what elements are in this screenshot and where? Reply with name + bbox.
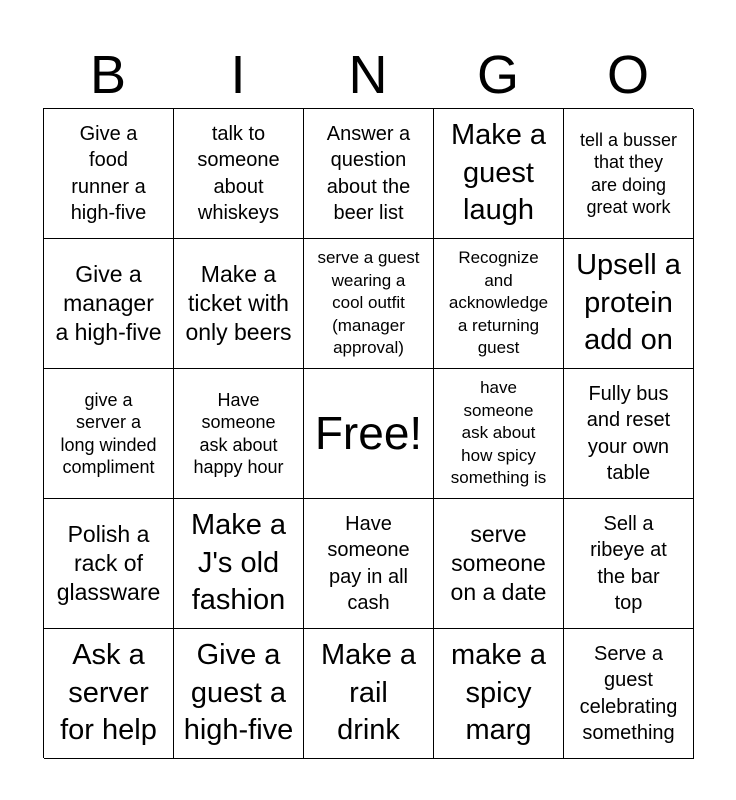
cell-text: Give a manager a high-five [55, 261, 162, 345]
bingo-cell-r3c4[interactable] [434, 369, 564, 499]
bingo-cell-r3c5[interactable] [564, 369, 694, 499]
bingo-cell-r2c4[interactable] [434, 239, 564, 369]
bingo-cell-r2c3[interactable] [304, 239, 434, 369]
bingo-cell-r2c5[interactable] [564, 239, 694, 369]
cell-text: Make a rail drink [320, 638, 417, 747]
cell-text: Recognize and acknowledge a returning guest [448, 248, 549, 358]
cell-text: give a server a long winded compliment [60, 389, 157, 477]
bingo-cell-r4c2[interactable] [174, 499, 304, 629]
cell-text: serve a guest wearing a cool outfit (manager approval) [317, 248, 420, 358]
bingo-grid [43, 108, 693, 758]
bingo-cell-r3c2[interactable] [174, 369, 304, 499]
header-letter-n: N [348, 45, 388, 105]
bingo-cell-r4c5[interactable] [564, 499, 694, 629]
bingo-cell-r3c1[interactable] [44, 369, 174, 499]
bingo-cell-r5c4[interactable] [434, 629, 564, 759]
cell-text: Make a ticket with only beers [185, 261, 292, 345]
bingo-cell-r1c2[interactable] [174, 109, 304, 239]
cell-text: Serve a guest celebrating something [579, 642, 678, 744]
free-space-text: Free! [314, 407, 423, 460]
bingo-cell-r5c1[interactable] [44, 629, 174, 759]
bingo-cell-r5c2[interactable] [174, 629, 304, 759]
bingo-cell-r1c5[interactable] [564, 109, 694, 239]
cell-text: have someone ask about how spicy something is [450, 378, 547, 488]
bingo-cell-r5c5[interactable] [564, 629, 694, 759]
cell-text: Have someone pay in all cash [327, 512, 410, 614]
bingo-cell-r1c1[interactable] [44, 109, 174, 239]
cell-text: Ask a server for help [60, 638, 157, 747]
cell-text: Make a guest laugh [450, 118, 547, 227]
cell-text: serve someone on a date [450, 521, 547, 605]
header-letter-i: I [230, 45, 246, 105]
cell-text: talk to someone about whiskeys [197, 122, 280, 224]
cell-text: Answer a question about the beer list [326, 122, 411, 224]
cell-text: Give a food runner a high-five [70, 122, 147, 224]
header-letter-g: G [476, 45, 519, 105]
bingo-cell-r2c2[interactable] [174, 239, 304, 369]
cell-text: Sell a ribeye at the bar top [590, 512, 667, 614]
bingo-cell-r5c3[interactable] [304, 629, 434, 759]
bingo-cell-r4c3[interactable] [304, 499, 434, 629]
bingo-cell-r1c3[interactable] [304, 109, 434, 239]
header-letter-o: O [606, 45, 649, 105]
cell-text: tell a busser that they are doing great work [579, 129, 678, 217]
cell-text: Polish a rack of glassware [56, 521, 161, 605]
cell-text: Make a J's old fashion [190, 508, 287, 617]
cell-text: Upsell a protein add on [576, 248, 681, 357]
cell-text: Fully bus and reset your own table [586, 382, 671, 484]
bingo-cell-r4c4[interactable] [434, 499, 564, 629]
bingo-cell-r4c1[interactable] [44, 499, 174, 629]
bingo-header [43, 44, 693, 106]
cell-text: Have someone ask about happy hour [193, 389, 284, 477]
bingo-cell-free[interactable] [304, 369, 434, 499]
cell-text: make a spicy marg [450, 638, 547, 747]
bingo-cell-r1c4[interactable] [434, 109, 564, 239]
bingo-cell-r2c1[interactable] [44, 239, 174, 369]
header-letter-b: B [89, 45, 127, 105]
cell-text: Give a guest a high-five [183, 638, 294, 747]
